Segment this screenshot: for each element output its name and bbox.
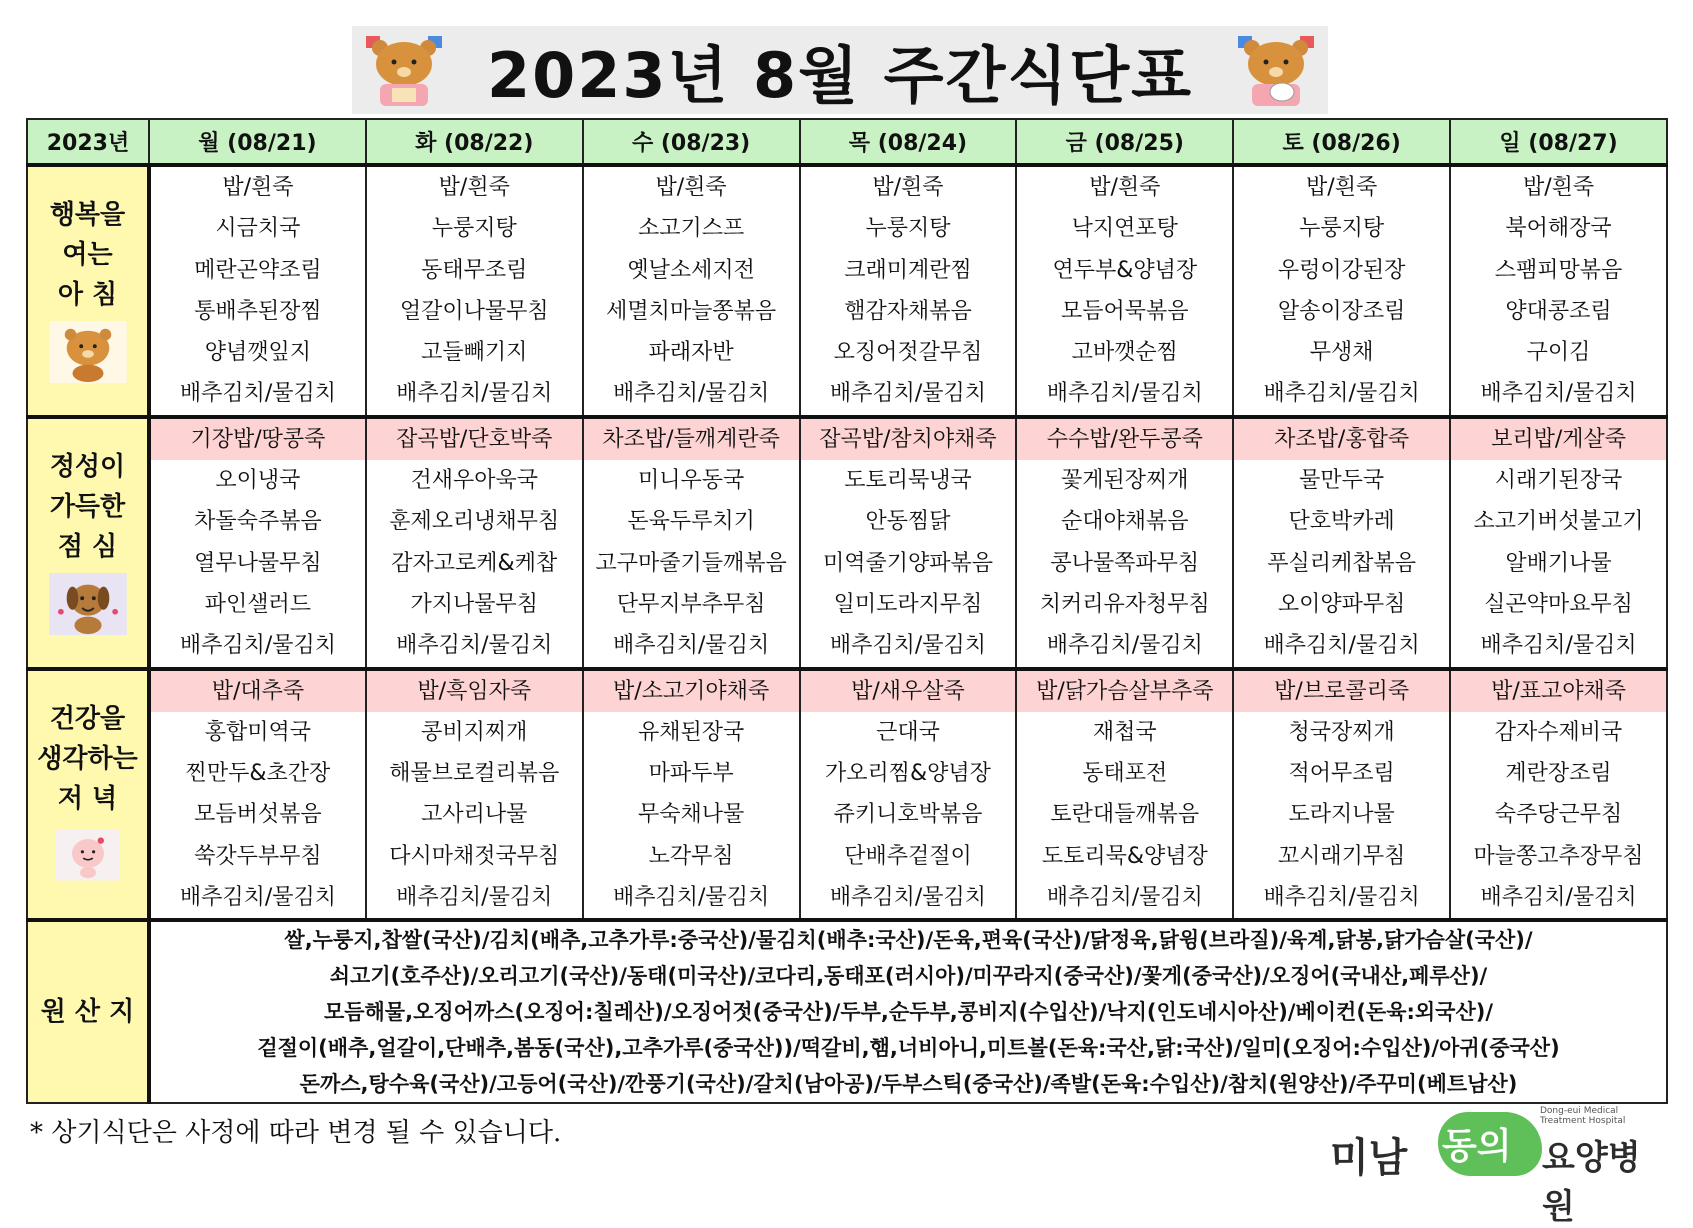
- menu-item: 북어해장국: [1505, 216, 1612, 242]
- dinner-row: [27, 669, 1667, 921]
- menu-item: 배추김치/물김치: [613, 381, 770, 407]
- menu-item: 배추김치/물김치: [179, 633, 337, 659]
- bear-character-icon: [1230, 30, 1322, 110]
- menu-item: 배추김치/물김치: [1046, 633, 1203, 659]
- menu-item: 배추김치/물김치: [179, 381, 337, 407]
- menu-item: 양대콩조림: [1505, 298, 1612, 324]
- menu-item: 꽃게된장찌개: [1061, 468, 1189, 494]
- meal-label-line: 생각하는: [37, 744, 138, 775]
- menu-cell: [583, 165, 800, 417]
- menu-item: 홍합미역국: [204, 719, 312, 745]
- menu-item: 노각무침: [648, 843, 734, 869]
- change-notice: * 상기식단은 사정에 따라 변경 될 수 있습니다.: [30, 1118, 562, 1148]
- day-header-wed: 수 (08/23): [583, 119, 800, 165]
- menu-item: 모듬어묵볶음: [1061, 298, 1189, 324]
- menu-item: 보리밥/게살죽: [1451, 419, 1666, 460]
- menu-item: 숙주당근무침: [1494, 802, 1623, 828]
- menu-item: 도라지나물: [1288, 802, 1395, 828]
- menu-item: 고들빼기지: [421, 340, 528, 366]
- menu-cell: [800, 165, 1017, 417]
- header-row: [27, 119, 1667, 165]
- menu-item: 밥/흰죽: [438, 175, 510, 200]
- menu-item: 밥/흰죽: [1306, 175, 1378, 200]
- menu-item: 배추김치/물김치: [396, 381, 553, 407]
- menu-cell: [1016, 669, 1233, 921]
- menu-item: 통배추된장찜: [194, 298, 322, 324]
- origin-line: 모듬해물,오징어까스(오징어:칠레산)/오징어젓(중국산)/두부,순두부,콩비지(수입산)/낙지(인도네시아산)/베이컨(돈육:외국산)/: [323, 1000, 1494, 1025]
- lunch-row: [27, 417, 1667, 669]
- menu-cell: [800, 669, 1017, 921]
- menu-item: 열무나물무침: [194, 550, 322, 576]
- origin-line: 겉절이(배추,얼갈이,단배추,봄동(국산),고추가루(중국산))/떡갈비,햄,너비아니,미트볼(돈육:국산,닭:국산)/일미(오징어:수입산)/아귀(중국산): [257, 1036, 1560, 1061]
- breakfast-row: [27, 165, 1667, 417]
- day-header-mon: 월 (08/21): [149, 119, 366, 165]
- origin-label: 원 산 지: [40, 997, 135, 1028]
- menu-item: 배추김치/물김치: [1480, 381, 1637, 407]
- menu-item: 무생채: [1309, 340, 1374, 366]
- menu-item: 순대야채볶음: [1061, 509, 1189, 535]
- menu-item: 낙지연포탕: [1071, 216, 1178, 242]
- menu-item: 훈제오리냉채무침: [389, 509, 560, 535]
- menu-item: 시금치국: [215, 216, 301, 242]
- origin-label-cell: [27, 920, 149, 1103]
- menu-item: 파래자반: [648, 340, 734, 366]
- menu-item: 콩나물쪽파무침: [1050, 550, 1200, 576]
- menu-item: 치커리유자청무침: [1039, 591, 1210, 617]
- menu-item: 가지나물무침: [410, 591, 539, 617]
- menu-item: 단무지부추무침: [616, 591, 766, 617]
- meal-label-line: 정성이: [49, 451, 126, 482]
- origin-cell: [149, 920, 1667, 1103]
- menu-item: 콩비지찌개: [421, 719, 528, 745]
- menu-item: 배추김치/물김치: [1046, 885, 1203, 911]
- origin-line: 쇠고기(호주산)/오리고기(국산)/동태(미국산)/코다리,동태포(러시아)/미꾸라지(중국산)/꽃게(중국산)/오징어(국내산,페루산)/: [329, 964, 1488, 989]
- menu-item: 옛날소세지전: [627, 257, 755, 283]
- menu-item: 알송이장조림: [1277, 298, 1406, 324]
- menu-item: 소고기스프: [637, 216, 745, 242]
- menu-cell: [366, 165, 583, 417]
- menu-item: 마늘쫑고추장무침: [1473, 843, 1644, 869]
- menu-item: 배추김치/물김치: [396, 633, 553, 659]
- day-header-fri: 금 (08/25): [1016, 119, 1233, 165]
- menu-item: 밥/표고야채죽: [1451, 671, 1666, 712]
- menu-item: 고사리나물: [421, 802, 528, 828]
- origin-line: 쌀,누룽지,찹쌀(국산)/김치(배추,고추가루:중국산)/물김치(배추:국산)/돈육,편육(국산)/닭정육,닭윙(브라질)/육계,닭봉,닭가슴살(국산)/: [284, 928, 1533, 953]
- menu-item: 누룽지탕: [865, 216, 951, 242]
- day-header-tue: 화 (08/22): [366, 119, 583, 165]
- menu-cell: [1016, 417, 1233, 669]
- menu-cell: [1450, 417, 1667, 669]
- menu-item: 오징어젓갈무침: [833, 340, 983, 366]
- meal-label-line: 점 심: [57, 531, 118, 562]
- menu-item: 단배추겉절이: [844, 843, 972, 869]
- menu-item: 근대국: [876, 719, 940, 745]
- menu-item: 배추김치/물김치: [1263, 633, 1420, 659]
- menu-item: 수수밥/완두콩죽: [1017, 419, 1232, 460]
- menu-item: 잡곡밥/단호박죽: [367, 419, 582, 460]
- meal-label-line: 가득한: [49, 491, 126, 522]
- menu-item: 기장밥/땅콩죽: [151, 419, 365, 460]
- menu-cell: [1233, 417, 1450, 669]
- menu-item: 메란곤약조림: [194, 257, 322, 283]
- day-header-sat: 토 (08/26): [1233, 119, 1450, 165]
- menu-item: 배추김치/물김치: [613, 885, 770, 911]
- menu-item: 누룽지탕: [1299, 216, 1385, 242]
- menu-item: 우렁이강된장: [1277, 257, 1406, 283]
- menu-item: 소고기버섯불고기: [1473, 509, 1644, 535]
- menu-item: 해물브로컬리볶음: [389, 761, 560, 787]
- menu-cell: [1450, 669, 1667, 921]
- meal-label: [28, 699, 147, 819]
- menu-item: 밥/대추죽: [151, 671, 365, 712]
- menu-item: 실곤약마요무침: [1484, 591, 1633, 617]
- menu-item: 밥/흰죽: [1089, 175, 1161, 200]
- meal-label-cell: [27, 669, 149, 921]
- menu-item: 밥/새우살죽: [801, 671, 1016, 712]
- menu-item: 안동찜닭: [865, 509, 951, 535]
- menu-cell: [366, 417, 583, 669]
- menu-item: 감자수제비국: [1494, 719, 1623, 745]
- logo-text-2: 동의: [1442, 1126, 1512, 1167]
- menu-cell: [583, 669, 800, 921]
- menu-item: 물만두국: [1299, 468, 1385, 494]
- meal-label-line: 행복을: [49, 199, 126, 230]
- menu-item: 무숙채나물: [637, 802, 745, 828]
- menu-item: 단호박카레: [1288, 509, 1395, 535]
- logo-text-3: 요양병원: [1542, 1138, 1641, 1227]
- menu-cell: [366, 669, 583, 921]
- menu-item: 토란대들깨볶음: [1050, 802, 1200, 828]
- menu-item: 가오리찜&양념장: [824, 761, 991, 787]
- meal-label-cell: [27, 417, 149, 669]
- menu-item: 청국장찌개: [1288, 719, 1395, 745]
- bear-character-icon: [358, 30, 450, 110]
- meal-label: [28, 447, 147, 567]
- menu-item: 밥/소고기야채죽: [584, 671, 799, 712]
- day-header-thu: 목 (08/24): [800, 119, 1017, 165]
- bear-icon: [28, 321, 147, 387]
- logo-english-text: Dong-eui Medical Treatment Hospital: [1540, 1106, 1626, 1126]
- menu-item: 건새우아욱국: [410, 468, 539, 494]
- menu-item: 적어무조림: [1288, 761, 1395, 787]
- day-header-sun: 일 (08/27): [1450, 119, 1667, 165]
- menu-item: 배추김치/물김치: [1480, 633, 1637, 659]
- corner-year: 2023년: [27, 119, 149, 165]
- menu-item: 알배기나물: [1505, 550, 1612, 576]
- meal-label-line: 저 녁: [57, 784, 118, 815]
- logo-text-1: 미남: [1330, 1135, 1408, 1181]
- menu-item: 동태무조림: [421, 257, 528, 283]
- origin-line: 돈까스,탕수육(국산)/고등어(국산)/깐풍기(국산)/갈치(남아공)/두부스틱(중국산)/족발(돈육:수입산)/참치(원양산)/주꾸미(베트남산): [299, 1072, 1518, 1097]
- menu-item: 햄감자채볶음: [844, 298, 972, 324]
- menu-cell: [1233, 165, 1450, 417]
- menu-item: 배추김치/물김치: [1263, 885, 1420, 911]
- menu-item: 파인샐러드: [204, 591, 312, 617]
- menu-item: 배추김치/물김치: [396, 885, 553, 911]
- menu-item: 배추김치/물김치: [829, 633, 987, 659]
- menu-item: 밥/흰죽: [1522, 175, 1595, 200]
- menu-item: 배추김치/물김치: [613, 633, 770, 659]
- menu-item: 찐만두&초간장: [185, 761, 331, 787]
- menu-item: 고구마줄기들깨볶음: [595, 550, 787, 576]
- menu-item: 배추김치/물김치: [1480, 885, 1637, 911]
- menu-item: 스팸피망볶음: [1494, 257, 1623, 283]
- menu-item: 밥/흰죽: [872, 175, 944, 200]
- menu-cell: [149, 669, 366, 921]
- menu-item: 잡곡밥/참치야채죽: [801, 419, 1016, 460]
- menu-item: 유채된장국: [637, 719, 745, 745]
- peach-icon: [28, 825, 147, 889]
- menu-item: 쥬키니호박볶음: [833, 802, 983, 828]
- menu-item: 배추김치/물김치: [829, 885, 987, 911]
- menu-cell: [1233, 669, 1450, 921]
- menu-item: 푸실리케찹볶음: [1267, 550, 1417, 576]
- menu-item: 밥/브로콜리죽: [1234, 671, 1449, 712]
- menu-item: 일미도라지무침: [833, 591, 983, 617]
- meal-label-line: 여는: [62, 239, 113, 270]
- origin-row: [27, 920, 1667, 1103]
- page-title: 2023년 8월 주간식단표: [486, 38, 1194, 112]
- meal-label-cell: [27, 165, 149, 417]
- menu-item: 배추김치/물김치: [179, 885, 337, 911]
- menu-item: 꼬시래기무침: [1277, 843, 1406, 869]
- menu-item: 밥/흑임자죽: [367, 671, 582, 712]
- menu-item: 밥/흰죽: [655, 175, 727, 200]
- menu-table: [26, 118, 1668, 1104]
- menu-item: 배추김치/물김치: [829, 381, 987, 407]
- menu-item: 밥/닭가슴살부추죽: [1017, 671, 1232, 712]
- menu-cell: [149, 417, 366, 669]
- menu-item: 쑥갓두부무침: [194, 843, 322, 869]
- menu-item: 배추김치/물김치: [1263, 381, 1420, 407]
- menu-item: 동태포전: [1082, 761, 1168, 787]
- menu-item: 미니우동국: [637, 468, 745, 494]
- menu-item: 누룽지탕: [431, 216, 517, 242]
- menu-item: 크래미계란찜: [844, 257, 972, 283]
- menu-item: 차조밥/홍합죽: [1234, 419, 1449, 460]
- menu-item: 모듬버섯볶음: [194, 802, 322, 828]
- menu-cell: [1016, 165, 1233, 417]
- menu-item: 재첩국: [1092, 719, 1157, 745]
- menu-item: 감자고로케&케찹: [391, 550, 558, 576]
- menu-item: 세멸치마늘쫑볶음: [606, 298, 777, 324]
- menu-cell: [800, 417, 1017, 669]
- menu-item: 연두부&양념장: [1052, 257, 1198, 283]
- menu-cell: [583, 417, 800, 669]
- title-banner: [352, 26, 1328, 114]
- menu-item: 배추김치/물김치: [1046, 381, 1203, 407]
- menu-item: 오이양파무침: [1277, 591, 1406, 617]
- menu-item: 돈육두루치기: [627, 509, 755, 535]
- menu-item: 오이냉국: [215, 468, 301, 494]
- menu-item: 미역줄기양파볶음: [822, 550, 993, 576]
- menu-item: 마파두부: [648, 761, 734, 787]
- menu-item: 구이김: [1526, 340, 1591, 366]
- meal-label: [28, 195, 147, 315]
- menu-item: 다시마채젓국무침: [389, 843, 560, 869]
- menu-item: 양념깻잎지: [204, 340, 312, 366]
- hospital-logo: [1330, 1104, 1660, 1227]
- meal-label-line: 아 침: [57, 279, 118, 310]
- menu-item: 계란장조림: [1505, 761, 1612, 787]
- menu-item: 시래기된장국: [1494, 468, 1623, 494]
- menu-item: 도토리묵&양념장: [1041, 843, 1208, 869]
- menu-cell: [1450, 165, 1667, 417]
- menu-item: 밥/흰죽: [222, 175, 294, 200]
- menu-item: 고바깻순찜: [1071, 340, 1178, 366]
- menu-item: 얼갈이나물무침: [399, 298, 549, 324]
- menu-item: 도토리묵냉국: [844, 468, 972, 494]
- menu-item: 차조밥/들깨계란죽: [584, 419, 799, 460]
- menu-cell: [149, 165, 366, 417]
- menu-item: 차돌숙주볶음: [194, 509, 322, 535]
- meal-label-line: 건강을: [49, 704, 126, 735]
- dog-icon: [28, 573, 147, 639]
